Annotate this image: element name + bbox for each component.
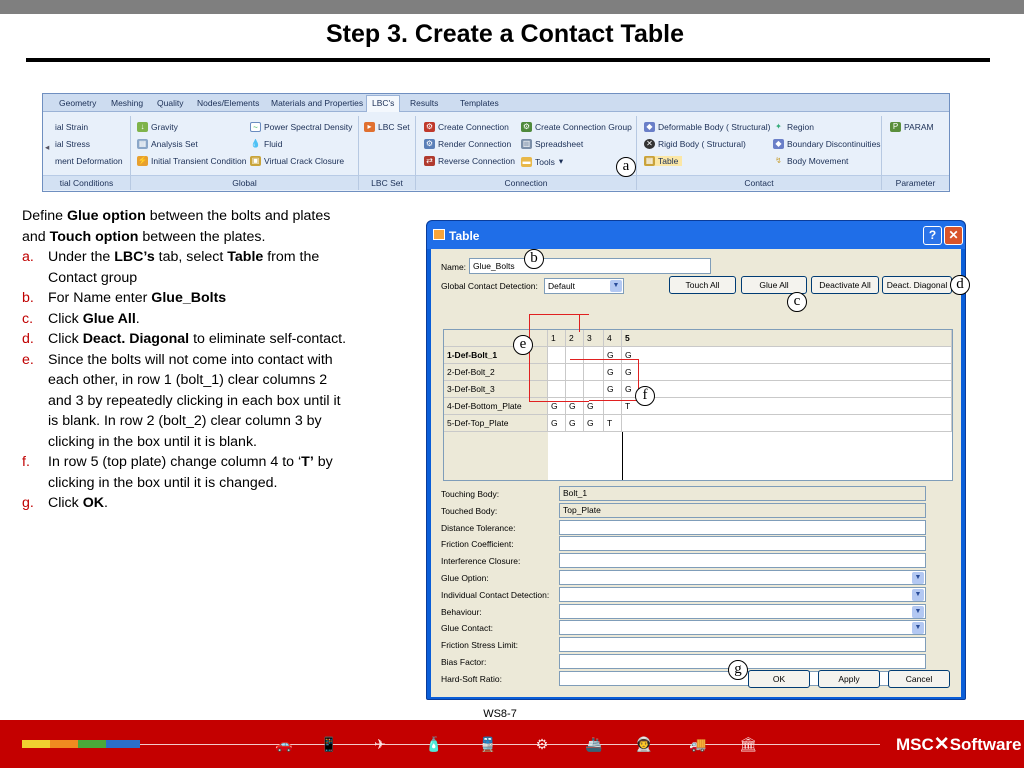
table-cell[interactable]: G	[604, 364, 622, 381]
region-icon: ✦	[775, 122, 782, 131]
ship-icon: 🚢	[585, 736, 603, 752]
deactivate-all-button[interactable]: Deactivate All	[811, 276, 879, 294]
gcd-value: Default	[548, 281, 575, 291]
ribbon-item-spreadsheet[interactable]	[521, 139, 583, 149]
ribbon-item-deformable-body[interactable]	[644, 122, 770, 132]
slide-title: Step 3. Create a Contact Table	[326, 20, 684, 48]
ribbon-item-create-connection[interactable]	[424, 122, 509, 132]
property-select[interactable]	[559, 620, 926, 635]
table-cell[interactable]: G	[584, 415, 604, 432]
row-header: 2-Def-Bolt_2	[444, 364, 548, 381]
property-label: Behaviour:	[441, 606, 482, 617]
tab-geometry[interactable]: Geometry	[59, 98, 97, 108]
callout-d: d	[950, 275, 970, 295]
step-text: Click	[48, 331, 83, 347]
step-text: Click	[48, 310, 83, 327]
connection-group-label: Create Connection Group	[535, 122, 632, 132]
analysis-set-icon: ▦	[138, 139, 147, 148]
step-bold: T’	[301, 454, 314, 470]
step-marker: g.	[22, 495, 34, 511]
title-divider	[26, 58, 990, 62]
gravity-label: Gravity	[151, 122, 178, 132]
property-label: Interference Closure:	[441, 556, 521, 567]
property-field	[559, 486, 926, 501]
step-item	[22, 329, 352, 350]
intro-text	[22, 206, 352, 247]
table-window-icon	[433, 229, 445, 240]
help-button[interactable]: ?	[923, 226, 942, 245]
chevron-down-icon: ▼	[610, 280, 622, 292]
step-item	[22, 309, 352, 330]
building-icon: 🏛	[739, 736, 757, 752]
ribbon-item-gravity[interactable]	[137, 122, 178, 132]
table-cell[interactable]: G	[548, 398, 566, 415]
logo-x-icon: ✕	[933, 734, 950, 755]
ribbon-item-body-movement[interactable]	[773, 156, 848, 166]
ribbon-item-deformation[interactable]: ment Deformation	[55, 156, 123, 166]
column-header: 2	[566, 330, 584, 347]
chevron-down-icon: ▼	[912, 606, 924, 618]
table-cell[interactable]: G	[566, 398, 584, 415]
property-label: Touching Body:	[441, 489, 500, 499]
property-label: Bias Factor:	[441, 657, 487, 667]
tab-results[interactable]: Results	[410, 98, 439, 108]
ribbon-item-rigid-body[interactable]	[644, 139, 746, 149]
tab-nodes-elements[interactable]: Nodes/Elements	[197, 98, 260, 108]
touch-all-button[interactable]: Touch All	[669, 276, 736, 294]
deformable-body-label: Deformable Body ( Structural)	[658, 122, 771, 132]
step-marker: a.	[22, 249, 34, 265]
table-cell[interactable]: G	[566, 415, 584, 432]
reverse-connection-icon: ⇄	[424, 156, 435, 166]
rigid-body-label: Rigid Body ( Structural)	[658, 139, 746, 149]
step-bold: Glue All	[82, 310, 136, 327]
table-cell[interactable]: G	[548, 415, 566, 432]
step-text: Under the	[48, 249, 115, 265]
ribbon-tabs	[43, 94, 949, 112]
column-header: 4	[604, 330, 622, 347]
create-connection-icon: ⚙	[425, 122, 434, 131]
callout-e: e	[513, 335, 533, 355]
intro-part: Define	[22, 208, 67, 224]
connection-group-icon: ⚙	[522, 122, 531, 131]
ribbon-item-connection-group[interactable]	[521, 122, 632, 132]
chevron-down-icon: ▼	[912, 572, 924, 584]
callout-a: a	[616, 157, 636, 177]
annotation-box-f-bottom	[589, 359, 639, 401]
ribbon-item-psd[interactable]	[250, 122, 352, 132]
ribbon-item-analysis-set[interactable]	[137, 139, 198, 149]
chevron-down-icon: ▼	[912, 589, 924, 601]
tab-quality[interactable]: Quality	[157, 98, 184, 108]
group-lbc-set: LBC Set	[359, 175, 415, 190]
table-cell[interactable]: G	[584, 398, 604, 415]
param-label: PARAM	[904, 122, 934, 132]
group-connection: Connection	[416, 175, 636, 190]
table-cell[interactable]: G	[622, 347, 952, 364]
steps-list	[22, 247, 352, 514]
step-marker: b.	[22, 290, 34, 306]
ribbon-item-initial-transient[interactable]	[137, 156, 246, 166]
row-header: 3-Def-Bolt_3	[444, 381, 548, 398]
tools-folder-icon: ▬	[522, 156, 531, 166]
global-contact-detection-label: Global Contact Detection:	[441, 281, 538, 291]
deact-diagonal-button[interactable]: Deact. Diagonal	[882, 276, 952, 294]
step-text: Since the bolts will not come into contact with each other, in row 1 (bolt_1) clear columns 2 and 3 by repeatedly clicking in each box until it is blank. In row 2 (bolt_2) clear column 3 by clicking in the box until it is blank.	[48, 351, 341, 450]
step-text: from the Contact group	[48, 249, 320, 286]
psd-icon: ~	[250, 122, 261, 132]
property-label: Hard-Soft Ratio:	[441, 673, 502, 684]
step-item	[22, 452, 352, 493]
table-dialog	[426, 220, 966, 700]
step-item	[22, 288, 352, 309]
step-text: by clicking in the box until it is changed.	[48, 454, 333, 491]
callout-g: g	[728, 660, 748, 680]
body-movement-icon: ↯	[775, 156, 782, 165]
swatch-blue	[106, 740, 140, 748]
vcc-label: Virtual Crack Closure	[264, 156, 345, 166]
row-header: 1-Def-Bolt_1	[444, 347, 548, 364]
property-field[interactable]	[559, 536, 926, 551]
bottle-icon: 🧴	[425, 736, 443, 752]
crack-closure-icon: ▣	[251, 156, 260, 165]
tab-templates[interactable]: Templates	[460, 98, 499, 108]
step-bold: OK	[82, 495, 104, 511]
reverse-connection-label: Reverse Connection	[438, 156, 516, 166]
deformable-body-icon: ◆	[644, 122, 655, 132]
ribbon-item-boundary-disc[interactable]	[773, 139, 881, 149]
property-label: Touched Body:	[441, 505, 498, 516]
property-field[interactable]	[559, 553, 926, 568]
param-icon: P	[890, 122, 901, 132]
annotation-line-e-right	[579, 314, 580, 332]
row-header: 4-Def-Bottom_Plate	[444, 398, 548, 415]
ribbon-item-tools[interactable]	[521, 156, 563, 167]
astronaut-icon: 👨‍🚀	[635, 736, 653, 752]
top-bar	[0, 0, 1024, 14]
table-icon: ▦	[645, 156, 654, 165]
column-header: 3	[584, 330, 604, 347]
table-cell[interactable]	[622, 415, 952, 432]
footer-bar	[0, 720, 1024, 768]
property-label: Glue Contact:	[441, 623, 493, 634]
column-header: 5	[622, 330, 952, 347]
group-initial-conditions: tial Conditions	[43, 175, 130, 190]
body-movement-label: Body Movement	[787, 156, 849, 166]
ribbon-item-param[interactable]	[890, 122, 934, 132]
group-contact: Contact	[637, 175, 881, 190]
airplane-icon: ✈	[374, 736, 386, 752]
step-text: For Name enter	[48, 290, 152, 306]
boundary-disc-label: Boundary Discontinuities	[787, 139, 881, 149]
table-label: Table	[658, 156, 679, 166]
property-label: Glue Option:	[441, 573, 489, 583]
render-connection-icon: ⚙	[425, 139, 434, 148]
grid-row-header-fill	[444, 432, 548, 480]
annotation-box-e	[529, 314, 589, 402]
car-icon: 🚗	[275, 736, 293, 752]
step-bold: Glue_Bolts	[151, 290, 227, 306]
tab-lbcs[interactable]: LBC's	[366, 95, 400, 112]
ribbon-item-lbc-set[interactable]	[364, 122, 410, 132]
chevron-down-icon: ▼	[912, 622, 924, 634]
column-header: 1	[548, 330, 566, 347]
fluid-icon: 💧	[250, 139, 261, 148]
step-marker: e.	[22, 351, 34, 368]
spreadsheet-icon: ▥	[522, 139, 531, 148]
swatch-green	[78, 740, 106, 748]
logo-text-msc: MSC	[896, 735, 934, 754]
ribbon-item-fluid[interactable]	[250, 139, 282, 149]
table-cell[interactable]: G	[622, 381, 952, 398]
step-text: tab, select	[154, 249, 228, 265]
glue-all-button[interactable]: Glue All	[741, 276, 807, 294]
table-cell[interactable]: G	[622, 364, 952, 381]
step-bold: Table	[227, 249, 264, 265]
tab-materials-properties[interactable]: Materials and Properties	[271, 98, 364, 108]
close-button[interactable]: ✕	[944, 226, 963, 245]
gravity-icon: ↓	[137, 122, 148, 132]
boundary-disc-icon: ◆	[773, 139, 784, 149]
group-global: Global	[131, 175, 358, 190]
train-icon: 🚆	[479, 736, 497, 752]
ribbon-item-render-connection[interactable]	[424, 139, 511, 149]
ribbon-item-reverse-connection[interactable]	[424, 156, 515, 166]
callout-f: f	[635, 386, 655, 406]
truck-icon: 🚚	[689, 736, 707, 752]
chevron-down-icon: ▾	[558, 156, 564, 166]
intro-bold: Glue option	[66, 208, 146, 224]
fluid-label: Fluid	[264, 139, 283, 149]
initial-transient-icon: ⚡	[137, 156, 148, 165]
ribbon-body	[43, 112, 949, 191]
global-contact-detection-select[interactable]	[544, 278, 624, 294]
annotation-line-f	[570, 359, 639, 360]
dialog-body	[431, 249, 961, 697]
ribbon-item-table[interactable]	[644, 156, 682, 166]
msc-software-logo	[896, 733, 1022, 756]
property-value: Bolt_1	[563, 488, 588, 498]
render-connection-label: Render Connection	[438, 139, 512, 149]
property-field[interactable]	[559, 520, 926, 535]
property-label: Individual Contact Detection:	[441, 589, 550, 600]
property-field[interactable]	[559, 637, 926, 652]
rigid-body-icon: ✕	[644, 139, 655, 149]
step-bold: LBC’s	[114, 249, 155, 265]
footer-line	[140, 744, 880, 745]
dialog-titlebar	[427, 221, 965, 249]
table-cell[interactable]: T	[622, 398, 952, 415]
apply-button[interactable]: Apply	[818, 670, 880, 688]
group-parameter: Parameter	[882, 175, 949, 190]
psd-label: Power Spectral Density	[264, 122, 353, 132]
spreadsheet-label: Spreadsheet	[535, 139, 584, 149]
cancel-button[interactable]: Cancel	[888, 670, 950, 688]
ribbon-item-region[interactable]	[773, 122, 814, 132]
property-value: Top_Plate	[563, 504, 601, 515]
slide-number: WS8-7	[483, 708, 517, 720]
annotation-line-e-top	[529, 314, 580, 315]
region-label: Region	[787, 122, 814, 132]
step-item	[22, 350, 352, 453]
lbc-set-icon: ▸	[364, 122, 375, 132]
table-cell[interactable]: T	[604, 415, 622, 432]
ribbon-toolbar	[42, 93, 950, 192]
ok-button[interactable]: OK	[748, 670, 810, 688]
step-text: In row 5 (top plate) change column 4 to ‘	[48, 454, 302, 470]
step-marker: c.	[22, 310, 34, 327]
initial-transient-label: Initial Transient Condition	[151, 156, 247, 166]
step-text: Click	[48, 495, 83, 511]
gear-icon: ⚙	[535, 736, 549, 752]
step-text: .	[135, 310, 140, 327]
property-label: Distance Tolerance:	[441, 522, 516, 533]
name-field[interactable]: Glue_Bolts	[469, 258, 711, 274]
step-item	[22, 493, 352, 514]
name-label: Name:	[441, 262, 467, 272]
property-label: Friction Coefficient:	[441, 539, 514, 550]
ribbon-item-initial-stress[interactable]: ial Stress	[55, 139, 90, 149]
table-cell[interactable]: G	[604, 347, 622, 364]
ribbon-scroll-left-icon[interactable]: ◂	[45, 142, 50, 152]
logo-text-software: Software	[949, 735, 1022, 754]
callout-c: c	[787, 292, 807, 312]
property-select[interactable]	[559, 587, 926, 602]
step-marker: f.	[22, 454, 30, 470]
ribbon-item-vcc[interactable]	[250, 156, 344, 166]
analysis-set-label: Analysis Set	[151, 139, 198, 149]
step-item	[22, 247, 352, 288]
intro-part: between the bolts and plates and	[22, 208, 331, 245]
tab-meshing[interactable]: Meshing	[111, 98, 144, 108]
tools-label: Tools	[535, 156, 555, 167]
table-cell[interactable]: G	[604, 381, 622, 398]
swatch-orange	[50, 740, 78, 748]
step-text: to eliminate self-contact.	[189, 331, 347, 347]
property-label: Friction Stress Limit:	[441, 640, 518, 651]
grid-column-divider	[622, 432, 623, 480]
step-text: .	[103, 495, 108, 511]
lbc-set-label: LBC Set	[378, 122, 410, 132]
intro-bold: Touch option	[49, 228, 139, 245]
intro-part: between the plates.	[138, 228, 266, 245]
dialog-title: Table	[449, 229, 480, 243]
phone-icon: 📱	[320, 736, 338, 752]
property-field	[559, 503, 926, 518]
swatch-yellow	[22, 740, 50, 748]
step-marker: d.	[22, 331, 34, 347]
create-connection-label: Create Connection	[438, 122, 509, 132]
callout-b: b	[524, 249, 544, 269]
instructions	[22, 206, 352, 514]
property-select[interactable]	[559, 570, 926, 585]
row-header: 5-Def-Top_Plate	[444, 415, 548, 432]
ribbon-item-initial-strain[interactable]: ial Strain	[55, 122, 89, 132]
step-bold: Deact. Diagonal	[82, 331, 190, 347]
property-select[interactable]	[559, 604, 926, 619]
